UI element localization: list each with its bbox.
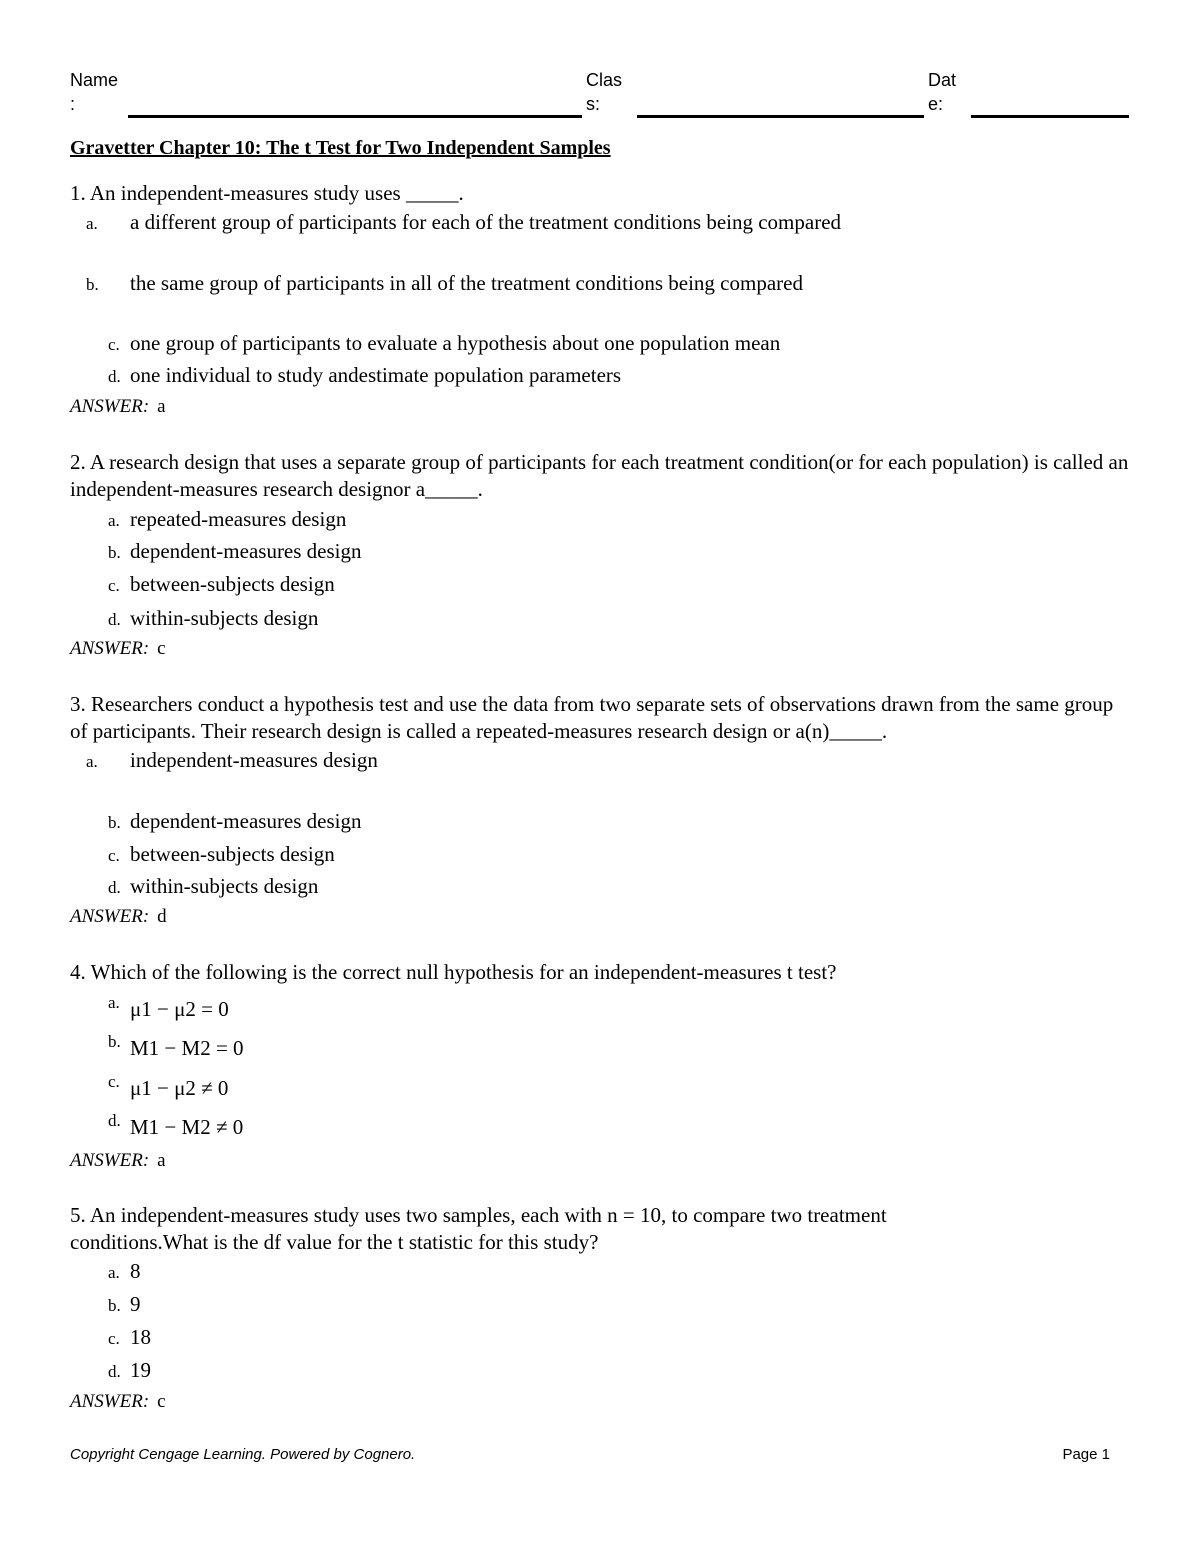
q2-answer xyxy=(70,638,166,660)
option-label: b. xyxy=(108,543,121,562)
option-label: d. xyxy=(108,1111,121,1130)
q3-option-c xyxy=(108,841,868,869)
q3-option-b xyxy=(108,808,868,836)
option-text: dependent-measures design xyxy=(130,539,362,563)
q2-option-c xyxy=(108,571,868,599)
option-label: c. xyxy=(108,335,120,354)
option-label: b. xyxy=(108,1032,121,1051)
answer-label: ANSWER: xyxy=(70,1391,150,1412)
q4-option-a xyxy=(108,993,868,1024)
option-text: μ1 − μ2 ≠ 0 xyxy=(130,1076,229,1100)
answer-value: c xyxy=(157,1391,166,1412)
option-label: b. xyxy=(108,1296,121,1315)
question-3: 3. Researchers conduct a hypothesis test and use the data from two separate sets of observations drawn from the same group of participants. Their research design is called a repeated-measures research design or a(n)_____. xyxy=(70,692,1114,743)
option-label: b. xyxy=(86,275,99,294)
option-text: dependent-measures design xyxy=(130,809,362,833)
q1-option-c xyxy=(108,330,908,358)
answer-label: ANSWER: xyxy=(70,396,150,417)
q2-option-b xyxy=(108,538,868,566)
q5-answer xyxy=(70,1391,166,1413)
option-label: a. xyxy=(108,1263,120,1282)
name-line xyxy=(128,115,582,118)
q3-option-a xyxy=(86,747,390,775)
q4-option-b xyxy=(108,1032,868,1063)
q1-option-a xyxy=(86,209,890,237)
option-text: μ1 − μ2 = 0 xyxy=(130,997,229,1021)
q5-option-d xyxy=(108,1357,868,1385)
q4-answer xyxy=(70,1150,166,1172)
question-4: 4. Which of the following is the correct null hypothesis for an independent-measures t test? xyxy=(70,960,837,984)
option-text: repeated-measures design xyxy=(130,507,347,531)
date-label-bottom: e: xyxy=(928,94,944,114)
answer-value: a xyxy=(157,1150,166,1171)
option-text: one group of participants to evaluate a hypothesis about one population mean xyxy=(130,331,781,355)
q5-option-c xyxy=(108,1324,868,1352)
question-1: 1. An independent-measures study uses _____. xyxy=(70,181,464,205)
date-line xyxy=(971,115,1129,118)
q1-option-d xyxy=(108,362,908,390)
option-text: between-subjects design xyxy=(130,572,335,596)
answer-label: ANSWER: xyxy=(70,906,150,927)
name-label-bottom: : xyxy=(70,94,76,114)
date-label-top: Dat xyxy=(928,70,957,90)
option-label: c. xyxy=(108,576,120,595)
option-label: a. xyxy=(86,214,98,233)
class-label-bottom: s: xyxy=(586,94,601,114)
name-label-top: Name xyxy=(70,70,119,90)
answer-value: a xyxy=(157,396,166,417)
option-label: c. xyxy=(108,846,120,865)
q3-answer xyxy=(70,906,167,928)
page-number: Page 1 xyxy=(1062,1446,1110,1463)
option-text: between-subjects design xyxy=(130,842,335,866)
option-label: a. xyxy=(86,752,98,771)
option-label: d. xyxy=(108,610,121,629)
option-text: 8 xyxy=(130,1259,141,1283)
q5-option-b xyxy=(108,1291,868,1319)
option-label: a. xyxy=(108,511,120,530)
answer-value: d xyxy=(157,906,167,927)
answer-label: ANSWER: xyxy=(70,638,150,659)
q5-option-a xyxy=(108,1258,868,1286)
option-label: c. xyxy=(108,1072,120,1091)
page-title: Gravetter Chapter 10: The t Test for Two Independent Samples xyxy=(70,137,611,159)
q1-option-b xyxy=(86,270,890,298)
question-2: 2. A research design that uses a separate group of participants for each treatment condition(or for each population) is called an independent-measures research designor a_____. xyxy=(70,450,1129,501)
option-text: independent-measures design xyxy=(130,748,378,772)
answer-label: ANSWER: xyxy=(70,1150,150,1171)
q1-answer xyxy=(70,396,166,418)
option-label: d. xyxy=(108,1362,121,1381)
option-text: a different group of participants for each of the treatment conditions being compared xyxy=(130,210,842,234)
answer-value: c xyxy=(157,638,166,659)
option-text: one individual to study andestimate population parameters xyxy=(130,363,622,387)
option-label: c. xyxy=(108,1329,120,1348)
q4-option-d xyxy=(108,1111,868,1142)
option-text: M1 − M2 ≠ 0 xyxy=(130,1115,244,1139)
option-text: within-subjects design xyxy=(130,874,319,898)
q3-option-d xyxy=(108,873,868,901)
option-label: b. xyxy=(108,813,121,832)
question-5: 5. An independent-measures study uses two samples, each with n = 10, to compare two treatment conditions.What is the df value for the t statistic for this study? xyxy=(70,1203,887,1254)
option-label: d. xyxy=(108,367,121,386)
copyright-text: Copyright Cengage Learning. Powered by Cognero. xyxy=(70,1446,416,1463)
q4-option-c xyxy=(108,1072,868,1103)
option-label: d. xyxy=(108,878,121,897)
header-fields xyxy=(0,70,1200,130)
footer xyxy=(70,1446,1110,1463)
q2-option-d xyxy=(108,605,868,633)
class-label-top: Clas xyxy=(586,70,623,90)
option-text: the same group of participants in all of the treatment conditions being compared xyxy=(130,271,803,295)
option-text: M1 − M2 = 0 xyxy=(130,1036,244,1060)
option-text: 9 xyxy=(130,1292,141,1316)
option-label: a. xyxy=(108,993,120,1012)
option-text: within-subjects design xyxy=(130,606,319,630)
class-line xyxy=(637,115,924,118)
q2-option-a xyxy=(108,506,868,534)
option-text: 19 xyxy=(130,1358,151,1382)
option-text: 18 xyxy=(130,1325,151,1349)
